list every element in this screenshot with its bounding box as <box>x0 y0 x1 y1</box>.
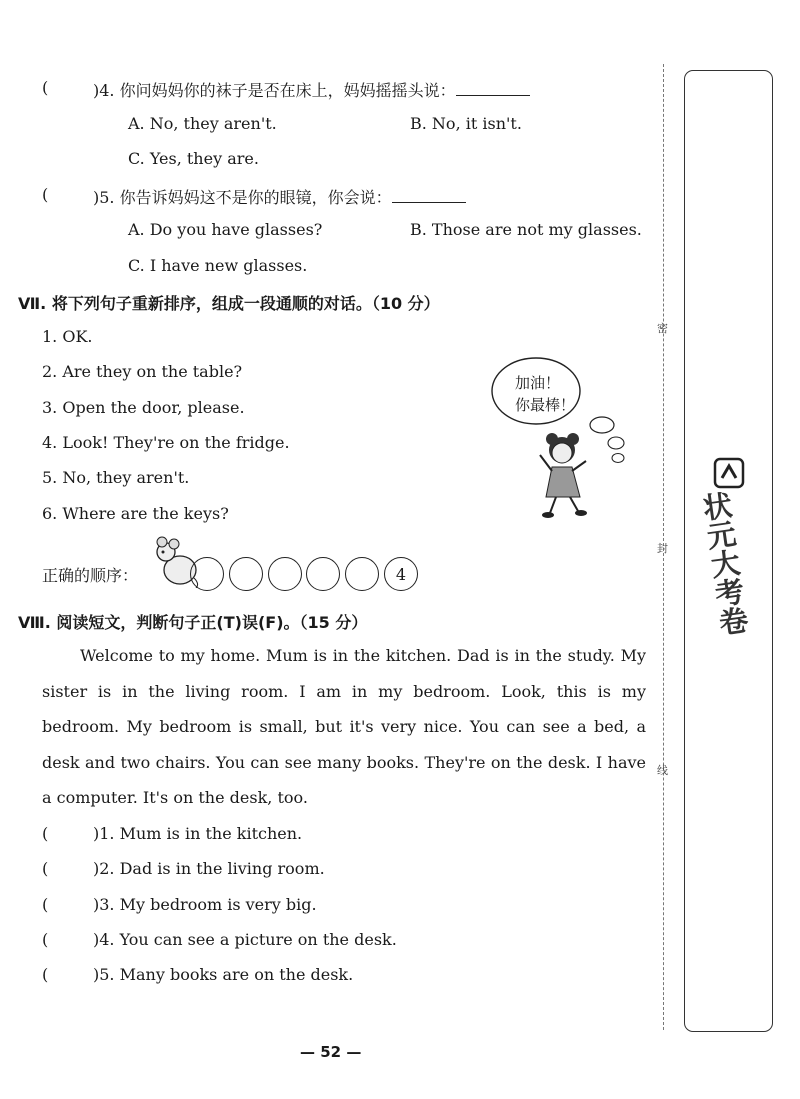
order-circle-5[interactable] <box>345 557 379 591</box>
tf-item-3: )3. My bedroom is very big. <box>93 895 317 914</box>
q5-paren: ( <box>42 185 49 204</box>
part7-heading: Ⅶ. 将下列句子重新排序，组成一段通顺的对话。（10 分） <box>18 294 440 313</box>
order-circle-1[interactable] <box>190 557 224 591</box>
q5-option-a: A. Do you have glasses? <box>128 220 323 239</box>
tf-item-4: )4. You can see a picture on the desk. <box>93 930 397 949</box>
sentence-3: 3. Open the door, please. <box>42 398 245 417</box>
q4-stem: )4. 你问妈妈你的袜子是否在床上，妈妈摇摇头说： <box>93 78 530 101</box>
tf-paren-5: ( <box>42 965 49 984</box>
q4-fill-blank[interactable] <box>456 95 530 96</box>
order-circle-6 <box>384 557 418 591</box>
part8-heading: Ⅷ. 阅读短文，判断句子正(T)误(F)。（15 分） <box>18 613 368 632</box>
margin-char-mi: 密 <box>657 322 668 335</box>
brand-logo-icon <box>712 456 746 490</box>
page-number: — 52 — <box>300 1043 362 1061</box>
tf-answer-4[interactable] <box>52 930 92 950</box>
q5-option-c: C. I have new glasses. <box>128 256 308 275</box>
bubble-text-1: 加油！ <box>515 374 561 392</box>
tf-paren-3: ( <box>42 895 49 914</box>
girl-figure <box>540 433 587 518</box>
q4-answer-blank[interactable] <box>52 78 92 98</box>
reading-passage <box>42 638 646 816</box>
order-given-number: 4 <box>395 564 407 584</box>
brand-name: 状元大考卷 <box>697 489 751 638</box>
sentence-4: 4. Look! They're on the fridge. <box>42 433 290 452</box>
tf-paren-4: ( <box>42 930 49 949</box>
q4-paren: ( <box>42 78 49 97</box>
tf-paren-2: ( <box>42 859 49 878</box>
tf-paren-1: ( <box>42 824 49 843</box>
passage-text: Welcome to my home. Mum is in the kitchen. Dad is in the study. My sister is in the living room. I am in my bedroom. Look, this is my bedroom. My bedroom is small, but it's very nice. You can see a bed, a desk and two chairs. You can see many books. They're on the desk. I have a computer. It's on the desk, too. <box>42 646 646 807</box>
margin-char-feng: 封 <box>657 542 668 555</box>
q4-option-c: C. Yes, they are. <box>128 149 259 168</box>
sentence-1: 1. OK. <box>42 327 93 346</box>
q4-option-a: A. No, they aren't. <box>128 114 277 133</box>
q4-option-b: B. No, it isn't. <box>410 114 522 133</box>
q5-fill-blank[interactable] <box>392 202 466 203</box>
sentence-5: 5. No, they aren't. <box>42 468 190 487</box>
q5-stem: )5. 你告诉妈妈这不是你的眼镜，你会说： <box>93 185 466 208</box>
tf-answer-5[interactable] <box>52 965 92 985</box>
q5-option-b: B. Those are not my glasses. <box>410 220 642 239</box>
tf-item-2: )2. Dad is in the living room. <box>93 859 325 878</box>
sentence-6: 6. Where are the keys? <box>42 504 229 523</box>
tf-answer-1[interactable] <box>52 824 92 844</box>
tf-item-1: )1. Mum is in the kitchen. <box>93 824 303 843</box>
order-label: 正确的顺序： <box>42 566 139 585</box>
order-circle-2[interactable] <box>229 557 263 591</box>
order-circle-4[interactable] <box>306 557 340 591</box>
sentence-2: 2. Are they on the table? <box>42 362 243 381</box>
margin-char-xian: 线 <box>657 764 668 777</box>
tf-answer-3[interactable] <box>52 895 92 915</box>
tf-item-5: )5. Many books are on the desk. <box>93 965 354 984</box>
q5-answer-blank[interactable] <box>52 185 92 205</box>
brand-side-panel <box>684 70 773 1032</box>
tf-answer-2[interactable] <box>52 859 92 879</box>
order-circle-3[interactable] <box>268 557 302 591</box>
bubble-text-2: 你最棒！ <box>515 396 576 414</box>
